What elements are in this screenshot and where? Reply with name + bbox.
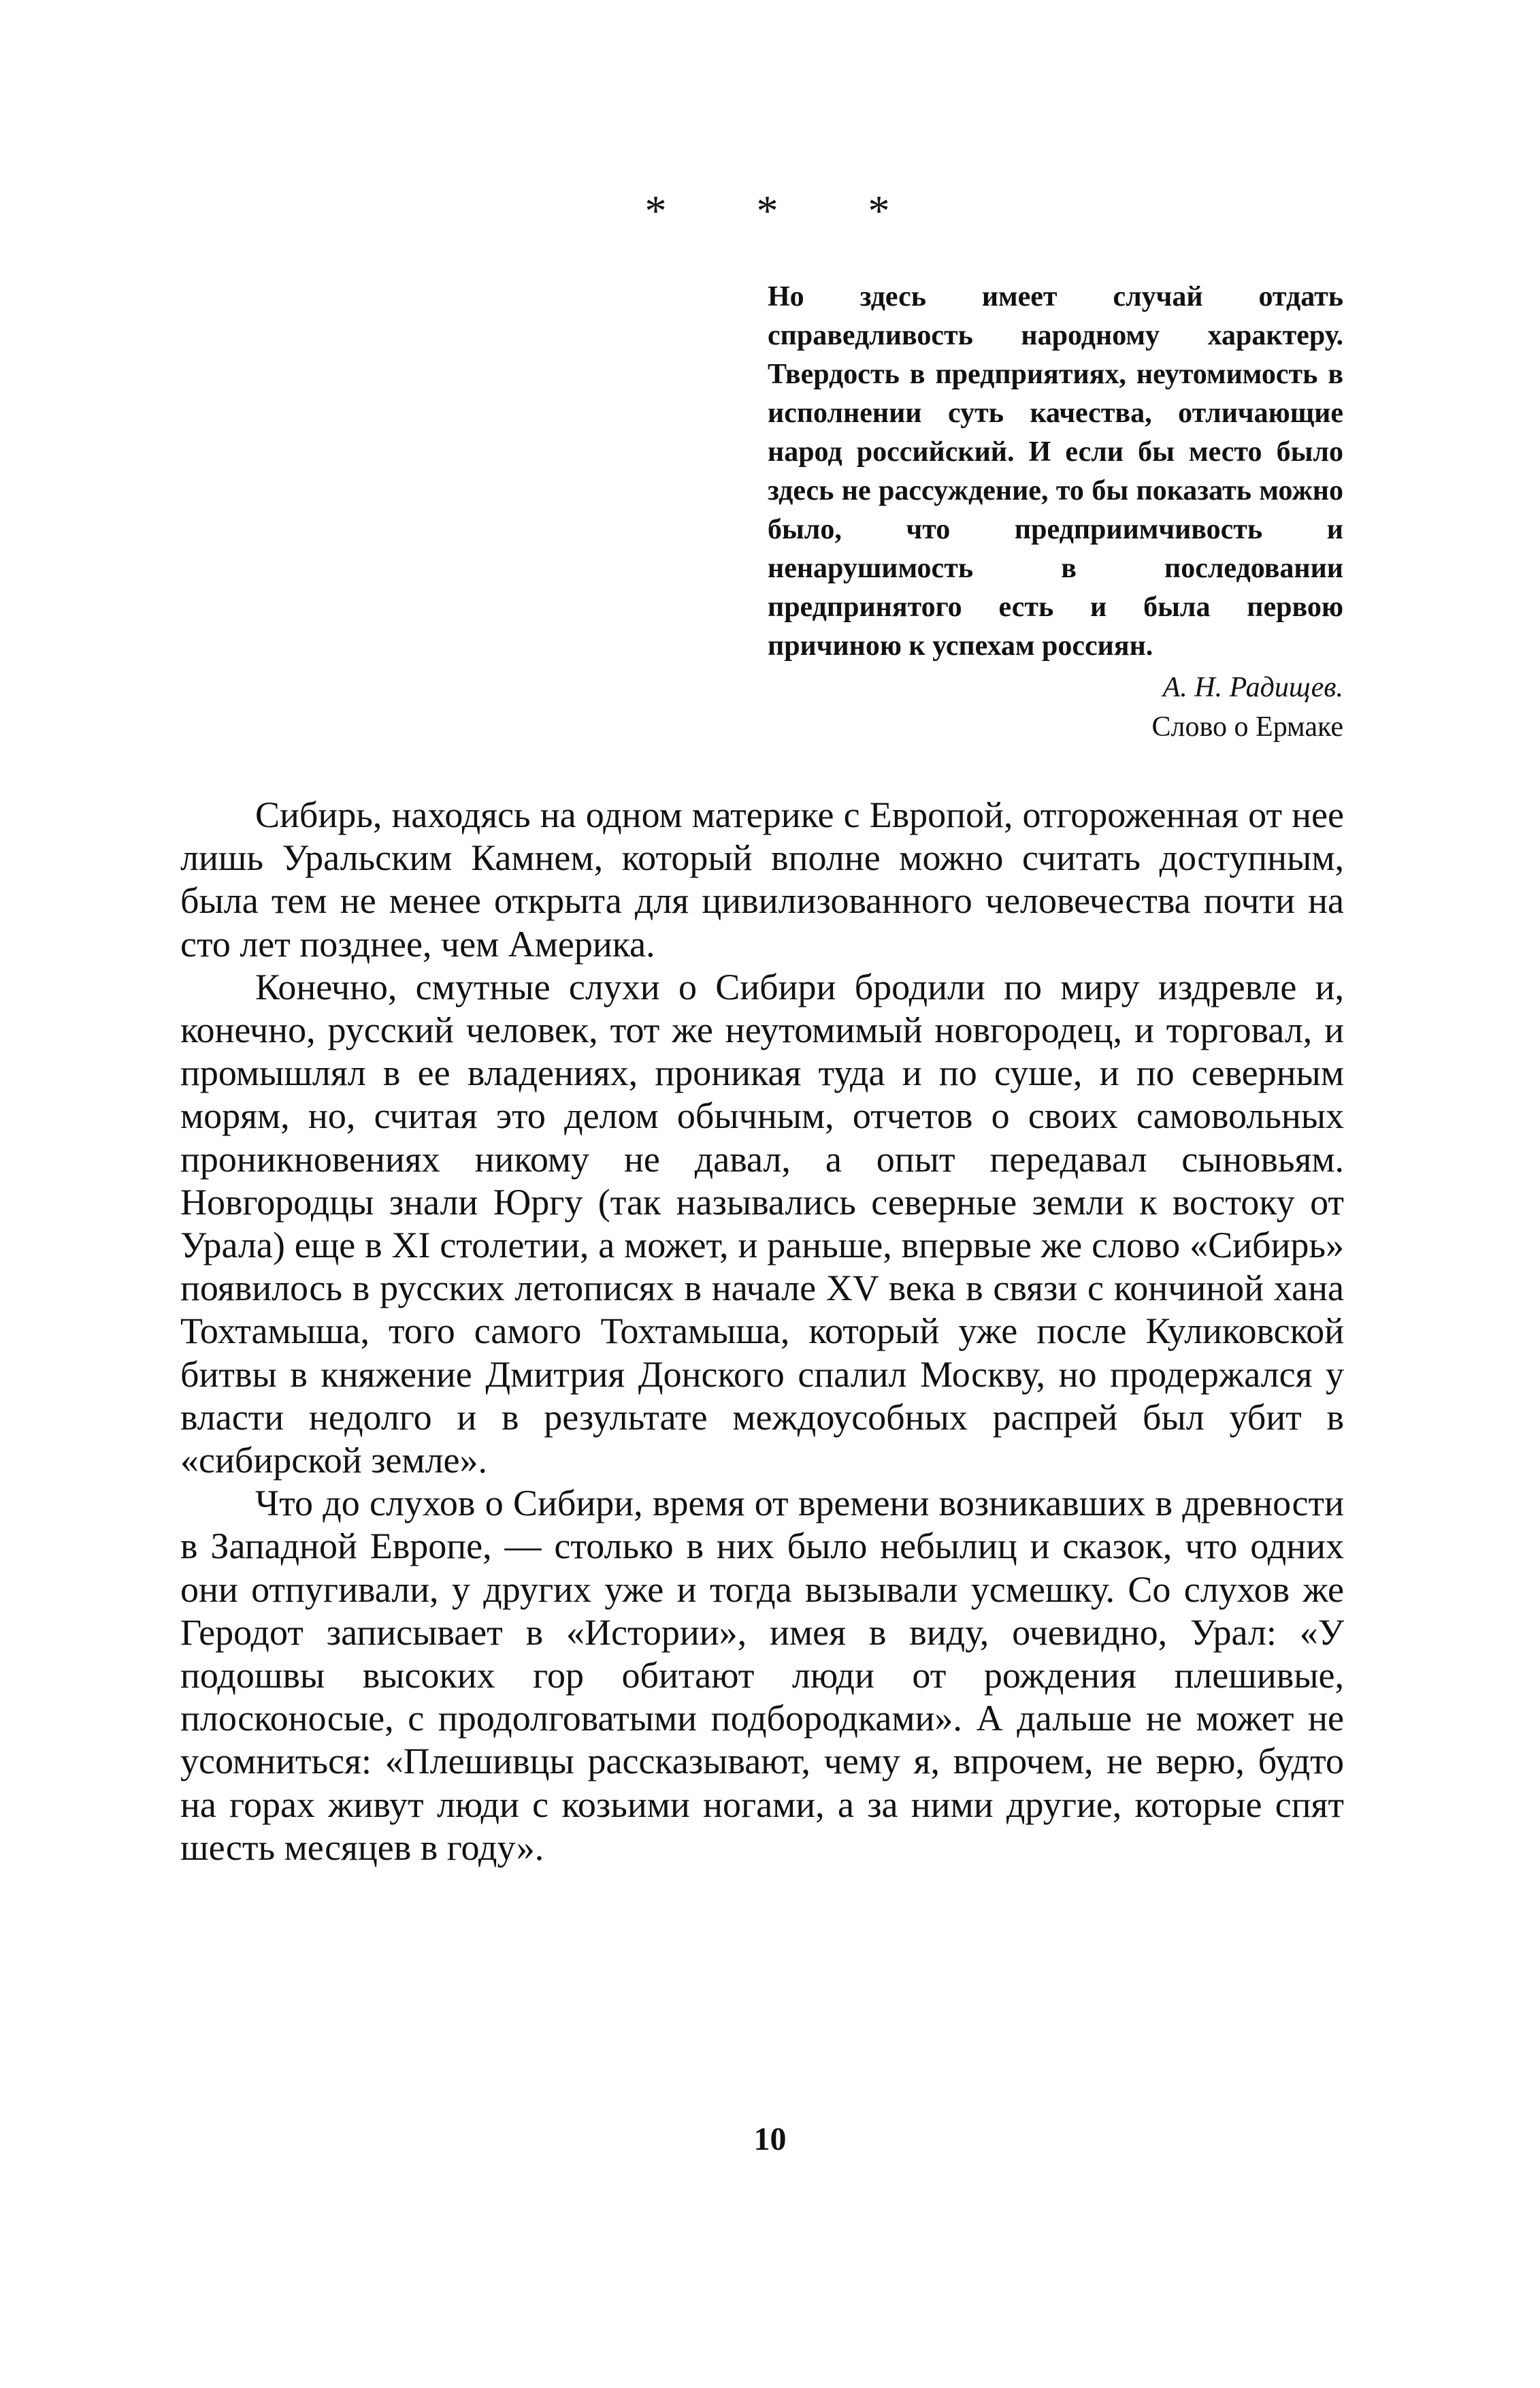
page-number: 10 [753, 2121, 787, 2157]
paragraph: Что до слухов о Сибири, время от времени возникавших в древности в Западной Европе, — столько в них было небылиц и сказок, что одних они отпугивали, у других уже и тогда вызывали усмешку. Со слухов же Геродот записывает в «Истории», имея в виду, очевидно, Урал: «У подошвы высоких гор обитают люди от рождения плешивые, плосконосые, с продолговатыми подбородками». А дальше не может не усомниться: «Плешивцы рассказывают, чему я, впрочем, не верю, будто на горах живут люди с козьими ногами, а за ними другие, которые спят шесть месяцев в году». [180, 1483, 1344, 1868]
section-ornament: * * * [644, 187, 930, 235]
paragraph: Сибирь, находясь на одном материке с Европой, отгороженная от нее лишь Уральским Камнем, который вполне можно считать доступным, была тем не менее открыта для цивилизованного человечества почти на сто лет позднее, чем Америка. [180, 794, 1344, 965]
paragraph: Конечно, смутные слухи о Сибири бродили по миру издревле и, конечно, русский человек, тот же неутомимый новгородец, и торговал, и промышлял в ее владениях, проникая туда и по суше, и по северным морям, но, считая это делом обычным, отчетов о своих самовольных проникновениях никому не давал, а опыт передавал сыновьям. Новгородцы знали Юргу (так назывались северные земли к востоку от Урала) еще в XI столетии, а может, и раньше, впервые же слово «Сибирь» появилось в русских летописях в начале XV века в связи с кончиной хана Тохтамыша, того самого Тохтамыша, который уже после Куликовской битвы в княжение Дмитрия Донского спалил Москву, но продержался у власти недолго и в результате междоусобных распрей был убит в «сибирской земле». [180, 966, 1344, 1481]
epigraph-text: Но здесь имеет случай отдать справедливость народному характеру. Твердость в предприятиях, неутомимость в исполнении суть качества, отличающие народ российский. И если бы место было здесь не рассуждение, то бы показать можно было, что предприимчивость и ненарушимость в последовании предпринятого есть и была первою причиною к успехам россиян. [768, 281, 1343, 662]
epigraph-source: Слово о Ермаке [1151, 711, 1343, 743]
main-text [180, 794, 1344, 1869]
epigraph-author: А. Н. Радищев. [1162, 672, 1343, 703]
